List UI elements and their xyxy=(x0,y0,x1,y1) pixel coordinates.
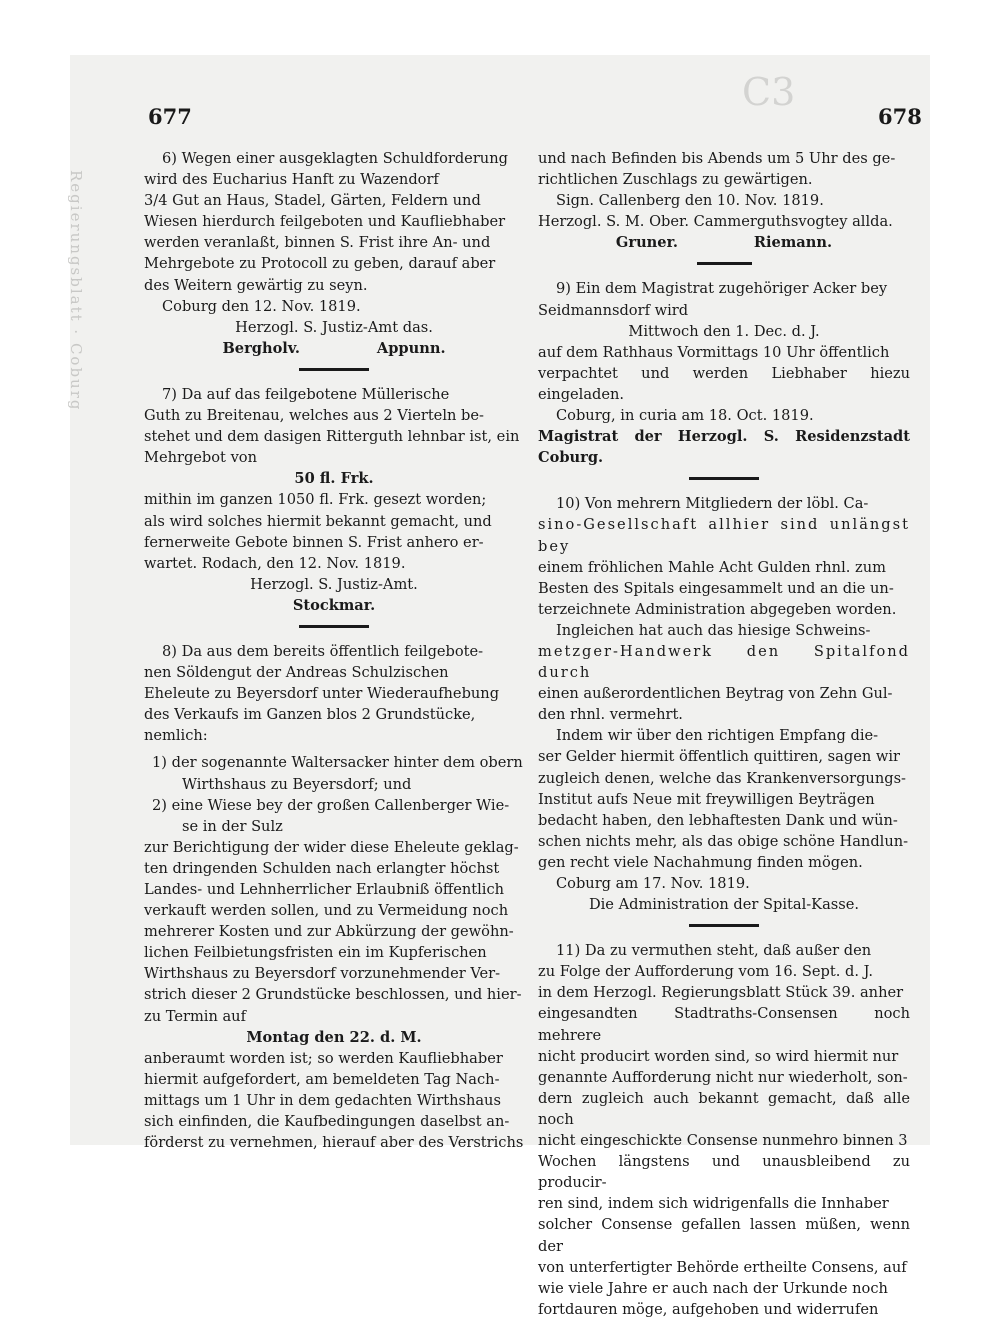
notice-line: Ingleichen hat auch das hiesige Schweins- xyxy=(556,621,871,639)
notice-line: 10) Von mehrern Mitgliedern der löbl. Ca- xyxy=(556,495,869,513)
notice-line: Guth zu Breitenau, welches aus 2 Vierteln be- xyxy=(144,407,484,425)
notice-line: gen recht viele Nachahmung finden mögen. xyxy=(538,853,863,871)
notice-line: förderst zu vernehmen, hierauf aber des Verstrichs xyxy=(144,1134,524,1152)
notice-line: Eheleute zu Beyersdorf unter Wiederaufhebung xyxy=(144,685,500,703)
place-date: Coburg den 12. Nov. 1819. xyxy=(162,297,361,315)
notice-line: terzeichnete Administration abgegeben worden. xyxy=(538,600,897,618)
notice-line: stehet und dem dasigen Ritterguth lehnbar ist, ein xyxy=(144,428,520,446)
notice-line: fortdauren möge, aufgehoben und widerrufen xyxy=(538,1300,879,1318)
separator-rule xyxy=(697,262,752,265)
notice-line: des Weitern gewärtig zu seyn. xyxy=(144,276,368,294)
page-number-left: 677 xyxy=(148,104,192,129)
signer: Riemann. xyxy=(753,234,833,252)
notice-line: 9) Ein dem Magistrat zugehöriger Acker bey xyxy=(556,280,888,298)
notice-line: nicht eingeschickte Consense nunmehro binnen 3 xyxy=(538,1132,908,1150)
notice-line: eingesandten Stadtraths-Consensen noch mehrere xyxy=(538,1005,910,1044)
notice-line: schen nichts mehr, als das obige schöne Handlun- xyxy=(538,832,909,850)
notice-line: hiermit aufgefordert, am bemeldeten Tag Nach- xyxy=(144,1070,500,1088)
notice-line: dern zugleich auch bekannt gemacht, daß alle noch xyxy=(538,1089,910,1128)
issuing-authority: Magistrat der Herzogl. S. Residenzstadt Coburg. xyxy=(538,428,910,467)
notice-line: nemlich: xyxy=(144,727,208,745)
notice-line: wartet. Rodach, den 12. Nov. 1819. xyxy=(144,554,406,572)
notice-line: ren sind, indem sich widrigenfalls die Innhaber xyxy=(538,1195,889,1213)
notice-line: solcher Consense gefallen lassen müßen, wenn der xyxy=(538,1216,910,1255)
notice-line: 3/4 Gut an Haus, Stadel, Gärten, Feldern und xyxy=(144,192,481,210)
notice-line: sino-Gesellschaft allhier sind unlängst bey xyxy=(538,516,910,555)
notice-line: nicht producirt worden sind, so wird hiermit nur xyxy=(538,1047,899,1065)
notice-line: den rhnl. vermehrt. xyxy=(538,706,683,724)
left-column xyxy=(144,148,524,1153)
notice-line: als wird solches hiermit bekannt gemacht, und xyxy=(144,512,492,530)
notice-line: werden veranlaßt, binnen S. Frist ihre An- und xyxy=(144,234,491,252)
notice-line: lichen Feilbietungsfristen ein im Kupferischen xyxy=(144,944,487,962)
notice-line: Wiesen hierdurch feilgeboten und Kaufliebhaber xyxy=(144,213,506,231)
notice-8-continued xyxy=(538,148,910,253)
notice-line: zugleich denen, welche das Krankenversorgungs- xyxy=(538,769,906,787)
notice-line: zu Folge der Aufforderung vom 16. Sept. d. J. xyxy=(538,963,873,981)
notice-line: Wochen längstens und unausbleibend zu producir- xyxy=(538,1153,910,1192)
notice-line: verkauft werden sollen, und zu Vermeidung noch xyxy=(144,902,509,920)
signer: Appunn. xyxy=(376,339,446,357)
list-item: 2) eine Wiese bey der großen Callenberger Wie- xyxy=(152,796,510,814)
place-date: Coburg am 17. Nov. 1819. xyxy=(556,875,750,892)
lease-date: Mittwoch den 1. Dec. d. J. xyxy=(628,322,820,340)
signer: Stockmar. xyxy=(292,596,376,614)
list-item: 1) der sogenannte Waltersacker hinter dem obern xyxy=(152,754,523,772)
notice-line: Institut aufs Neue mit freywilligen Beyträgen xyxy=(538,790,875,808)
notice-line: bedacht haben, den lebhaftesten Dank und wün- xyxy=(538,811,898,829)
separator-rule xyxy=(689,477,759,480)
notice-line: mithin im ganzen 1050 fl. Frk. gesezt worden; xyxy=(144,491,487,509)
bleed-through-text: Regierungsblatt · Coburg xyxy=(67,170,85,412)
notice-line: wird des Eucharius Hanft zu Wazendorf xyxy=(144,171,439,189)
notice-line: genannte Aufforderung nicht nur wiederholt, son- xyxy=(538,1068,908,1086)
notice-line: von unterfertigter Behörde ertheilte Consens, auf xyxy=(538,1258,907,1276)
notice-line: richtlichen Zuschlags zu gewärtigen. xyxy=(538,171,813,189)
notice-line: zur Berichtigung der wider diese Eheleute geklag- xyxy=(144,838,519,856)
notice-line: metzger-Handwerk den Spitalfond durch xyxy=(538,642,910,682)
notice-line: einen außerordentlichen Beytrag von Zehn Gul- xyxy=(538,685,893,703)
signatures xyxy=(144,338,524,359)
notice-line: 6) Wegen einer ausgeklagten Schuldforderung xyxy=(162,150,508,167)
bleed-through-mark: C3 xyxy=(742,70,796,114)
list-item-cont: se in der Sulz xyxy=(182,817,283,835)
notice-line: Seidmannsdorf wird xyxy=(538,301,689,319)
auction-date: Montag den 22. d. M. xyxy=(246,1028,422,1046)
notice-6 xyxy=(144,148,524,359)
notice-line: Mehrgebot von xyxy=(144,449,257,467)
notice-line: mittags um 1 Uhr in dem gedachten Wirthshaus xyxy=(144,1091,501,1109)
bid-amount: 50 fl. Frk. xyxy=(294,470,374,488)
separator-rule xyxy=(299,625,369,628)
notice-7 xyxy=(144,384,524,616)
issuing-authority: Die Administration der Spital-Kasse. xyxy=(588,896,860,914)
notice-line: einem fröhlichen Mahle Acht Gulden rhnl. zum xyxy=(538,558,886,576)
notice-line: ten dringenden Schulden nach erlangter höchst xyxy=(144,859,500,877)
notice-line: Besten des Spitals eingesammelt und an die un- xyxy=(538,579,894,597)
notice-line: zu Termin auf xyxy=(144,1007,246,1025)
issuing-authority: Herzogl. S. Justiz-Amt das. xyxy=(235,318,433,336)
notice-line: 11) Da zu vermuthen steht, daß außer den xyxy=(556,942,872,960)
notice-line: Indem wir über den richtigen Empfang die- xyxy=(556,727,879,745)
notice-line: anberaumt worden ist; so werden Kaufliebhaber xyxy=(144,1049,503,1067)
notice-line: Wirthshaus zu Beyersdorf vorzunehmender Ver- xyxy=(144,965,501,983)
notice-line: Mehrgebote zu Protocoll zu geben, darauf aber xyxy=(144,255,496,273)
notice-line: des Verkaufs im Ganzen blos 2 Grundstücke, xyxy=(144,706,476,724)
separator-rule xyxy=(689,924,759,927)
notice-line: wie viele Jahre er auch nach der Urkunde noch xyxy=(538,1279,888,1297)
right-column xyxy=(538,148,910,1320)
notice-11 xyxy=(538,940,910,1320)
notice-line: und nach Befinden bis Abends um 5 Uhr des ge- xyxy=(538,150,896,167)
separator-rule xyxy=(299,368,369,371)
notice-line: in dem Herzogl. Regierungsblatt Stück 39. anher xyxy=(538,984,904,1002)
notice-line: auf dem Rathhaus Vormittags 10 Uhr öffentlich xyxy=(538,343,890,361)
signer: Bergholv. xyxy=(222,339,300,357)
issuing-authority: Herzogl. S. Justiz-Amt. xyxy=(250,575,418,593)
notice-line: ser Gelder hiermit öffentlich quittiren, sagen wir xyxy=(538,748,901,766)
notice-line: 7) Da auf das feilgebotene Müllerische xyxy=(162,385,450,403)
notice-9 xyxy=(538,278,910,468)
notice-line: mehrerer Kosten und zur Abkürzung der gewöhn- xyxy=(144,923,514,941)
page-number-right: 678 xyxy=(878,104,922,129)
list-item-cont: Wirthshaus zu Beyersdorf; und xyxy=(182,775,412,793)
place-date: Sign. Callenberg den 10. Nov. 1819. xyxy=(556,192,824,210)
notice-line: fernerweite Gebote binnen S. Frist anhero er- xyxy=(144,533,484,551)
notice-8 xyxy=(144,641,524,1153)
issuing-authority: Herzogl. S. M. Ober. Cammerguthsvogtey allda. xyxy=(538,213,893,231)
notice-line: 8) Da aus dem bereits öffentlich feilgebote- xyxy=(162,642,484,660)
signer: Gruner. xyxy=(615,234,679,252)
place-date: Coburg, in curia am 18. Oct. 1819. xyxy=(556,407,814,425)
signatures xyxy=(538,232,910,253)
notice-line: Landes- und Lehnherrlicher Erlaubniß öffentlich xyxy=(144,881,505,898)
notice-line: sich einfinden, die Kaufbedingungen daselbst an- xyxy=(144,1113,510,1131)
notice-10 xyxy=(538,493,910,915)
notice-line: verpachtet und werden Liebhaber hiezu eingeladen. xyxy=(538,364,910,403)
notice-line: nen Söldengut der Andreas Schulzischen xyxy=(144,664,449,682)
notice-line: strich dieser 2 Grundstücke beschlossen, und hier- xyxy=(144,986,522,1004)
